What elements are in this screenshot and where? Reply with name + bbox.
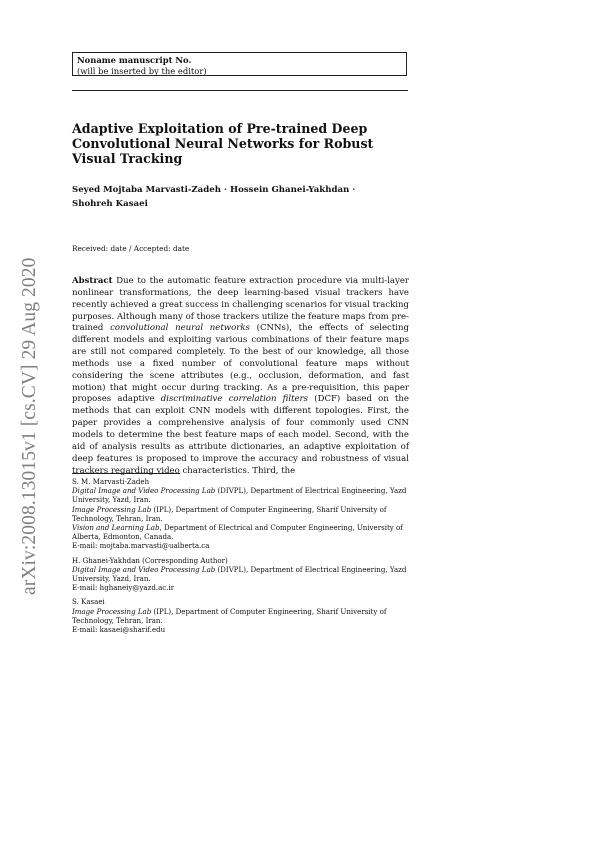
- affiliation-author-name: S. M. Marvasti-Zadeh: [72, 477, 150, 486]
- paper-title: Adaptive Exploitation of Pre-trained Deep Convolutional Neural Networks for Robust Visual Tracking: [72, 121, 374, 167]
- affiliation-author-name: H. Ghanei-Yakhdan (Corresponding Author): [72, 555, 228, 565]
- author-separator: ·: [349, 185, 356, 195]
- lab-name: Digital Image and Video Processing Lab: [72, 564, 216, 574]
- affiliation-line: [72, 565, 409, 583]
- affiliation-line: [72, 607, 409, 625]
- received-accepted-dates: Received: date / Accepted: date: [72, 244, 190, 253]
- header-divider: [72, 90, 408, 91]
- affiliation-detail: (DIVPL), Department of Electrical Engineering, Yazd University, Yazd, Iran.: [72, 564, 407, 584]
- affiliation-detail: (DIVPL), Department of Electrical Engineering, Yazd University, Yazd, Iran.: [72, 486, 407, 505]
- arxiv-identifier-stamp: arXiv:2008.13015v1 [cs.CV] 29 Aug 2020: [19, 257, 40, 595]
- affiliation-email: E-mail: kasaei@sharif.edu: [72, 625, 166, 635]
- affiliations: [72, 477, 409, 639]
- abstract-label: Abstract: [72, 276, 113, 286]
- author-separator: ·: [220, 185, 230, 195]
- author-1: Seyed Mojtaba Marvasti-Zadeh: [72, 185, 221, 195]
- affiliation-line: [72, 505, 409, 523]
- affiliation-author-1: [72, 477, 409, 551]
- manuscript-number-label: Noname manuscript No.: [77, 55, 192, 65]
- affiliation-line: [72, 523, 409, 541]
- lab-name: Image Processing Lab: [72, 504, 152, 514]
- abstract: [72, 276, 409, 477]
- affiliation-author-3: [72, 597, 409, 634]
- abstract-emphasis-2: discriminative correlation filters: [160, 394, 309, 405]
- affiliation-detail: (IPL), Department of Computer Engineering, Sharif University of Technology, Tehran, Iran.: [72, 606, 387, 625]
- affiliation-detail: , Department of Electrical and Computer Engineering, University of Alberta, Edmonton, Canada.: [72, 523, 403, 542]
- abstract-emphasis-1: convolutional neural networks: [110, 323, 250, 334]
- manuscript-header-box: [72, 52, 407, 76]
- author-list: [72, 184, 372, 211]
- affiliation-line: [72, 486, 409, 504]
- affiliation-author-2: [72, 556, 409, 593]
- author-3: Shohreh Kasaei: [72, 198, 148, 209]
- lab-name: Vision and Learning Lab: [72, 523, 160, 533]
- footnote-rule: [72, 473, 180, 474]
- lab-name: Image Processing Lab: [72, 606, 152, 616]
- affiliation-author-name: S. Kasaei: [72, 597, 105, 607]
- abstract-text-2: (CNNs), the effects of selecting different models and exploiting various combinations of their feature maps are still not compared completely. To the best of our knowledge, all those methods use a fixed number of convolutional feature maps without considering the scene attributes (e.g., occlusion, deformation, and fast motion) that might occur during tracking. As a pre-requisition, this paper proposes adaptive: [72, 323, 409, 405]
- editor-note: (will be inserted by the editor): [77, 65, 207, 76]
- affiliation-email: E-mail: mojtaba.marvasti@ualberta.ca: [72, 541, 210, 551]
- abstract-text-3: (DCF) based on the methods that can exploit CNN models with different topologies. First, the paper provides a comprehensive analysis of four commonly used CNN models to determine the best feature maps of each model. Second, with the aid of analysis results as attribute dictionaries, an adaptive exploitation of deep features is proposed to improve the accuracy and robustness of visual trackers regarding video characteristics. Third, the: [72, 394, 409, 476]
- author-2: Hossein Ghanei-Yakhdan: [229, 185, 350, 195]
- affiliation-detail: (IPL), Department of Computer Engineering, Sharif University of Technology, Tehran, Iran.: [72, 504, 387, 523]
- abstract-text-1: Due to the automatic feature extraction procedure via multi-layer nonlinear transformations, the deep learning-based visual trackers have recently achieved a great success in challenging scenarios for visual tracking purposes. Although many of those trackers utilize the feature maps from pre-trained: [72, 276, 409, 334]
- lab-name: Digital Image and Video Processing Lab: [72, 486, 216, 496]
- affiliation-email: E-mail: hghaneiy@yazd.ac.ir: [72, 583, 175, 593]
